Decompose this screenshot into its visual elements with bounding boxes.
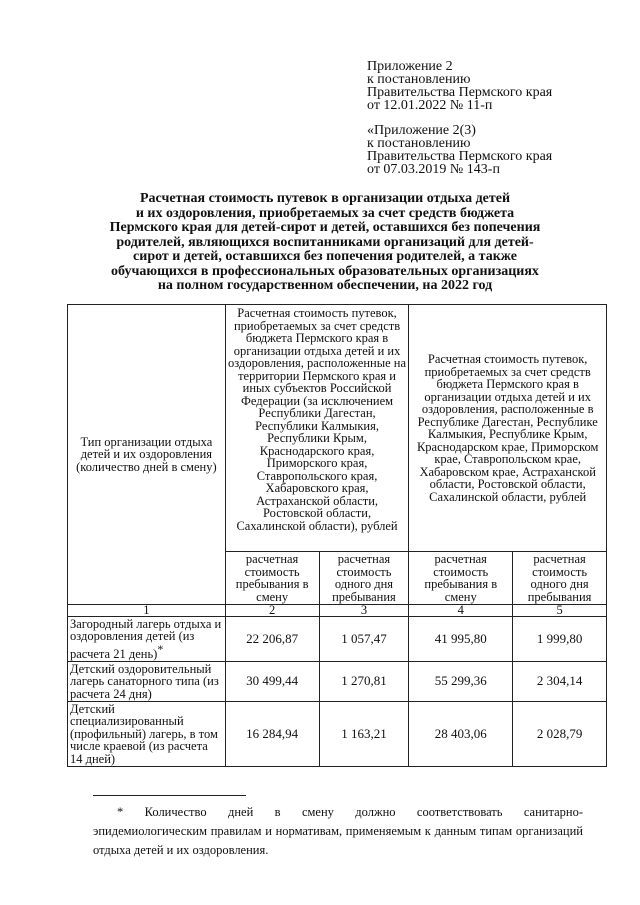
title-line: Пермского края для детей-сирот и детей, оставшихся без попечения: [109, 220, 541, 235]
footnote-divider: [93, 795, 246, 796]
value-per-day: 1 163,21: [319, 702, 409, 767]
footnote-first-line: * Количество дней в смену должно соответствовать санитарно-: [117, 805, 583, 819]
column-number: 4: [409, 605, 513, 617]
table-header-row: [68, 305, 607, 552]
column-number-row: [68, 605, 607, 617]
column-number: 3: [319, 605, 409, 617]
value-per-shift: 22 206,87: [225, 617, 319, 662]
value-per-day: 1 999,80: [513, 617, 607, 662]
value-per-shift: 30 499,44: [225, 662, 319, 702]
appendix-line: Приложение 2: [367, 59, 453, 74]
footnote: [93, 803, 583, 860]
appendix-line: от 07.03.2019 № 143-п: [367, 162, 500, 177]
value-per-shift: 28 403,06: [409, 702, 513, 767]
footnote-rest: эпидемиологическим правилам и нормативам, применяемым к данным типам организаций отдыха детей и их оздоровления.: [93, 824, 583, 857]
appendix-reference: [367, 60, 552, 112]
value-per-day: 1 057,47: [319, 617, 409, 662]
title-line: сирот и детей, оставшихся без попечения родителей, а также: [133, 249, 517, 264]
appendix-line: к постановлению: [367, 72, 471, 87]
header-organization-type: Тип организации отдыха детей и их оздоровления (количество дней в смену): [68, 305, 226, 605]
column-number: 5: [513, 605, 607, 617]
header-group-perm-region: Расчетная стоимость путевок, приобретаемых за счет средств бюджета Пермского края в организации отдыха детей и их оздоровления, расположенные на территории Пермского края и иных субъектов Российской Федерации (за исключением Республики Дагестан, Республики Калмыкия, Республики Крым, Краснодарского края, Приморского края, Ставропольского края, Хабаровского края, Астраханской области, Ростовской области, Сахалинской области), рублей: [225, 305, 409, 552]
subheader-per-day: расчетная стоимость одного дня пребывания: [319, 552, 409, 605]
value-per-shift: 16 284,94: [225, 702, 319, 767]
column-number: 1: [68, 605, 226, 617]
column-number: 2: [225, 605, 319, 617]
appendix-line: от 12.01.2022 № 11-п: [367, 98, 493, 113]
table-row: [68, 617, 607, 662]
title-line: Расчетная стоимость путевок в организации отдыха детей: [139, 191, 511, 206]
table-row: [68, 702, 607, 767]
organization-type-cell: Детский оздоровительный лагерь санаторного типа (из расчета 24 дня): [68, 662, 226, 702]
title-line: обучающихся в профессиональных образовательных организациях: [111, 263, 539, 279]
appendix-original-reference: [367, 124, 552, 176]
appendix-line: к постановлению: [367, 136, 471, 151]
value-per-day: 2 304,14: [513, 662, 607, 702]
title-line: на полном государственном обеспечении, на 2022 год: [157, 278, 493, 293]
organization-type-cell: Детский специализированный (профильный) лагерь, в том числе краевой (из расчета 14 дней): [68, 702, 226, 767]
document-title: [70, 192, 580, 294]
table-row: [68, 662, 607, 702]
header-group-other-regions: Расчетная стоимость путевок, приобретаемых за счет средств бюджета Пермского края в организации отдыха детей и их оздоровления, расположенные в Республике Дагестан, Республике Калмыкия, Республике Крым, Краснодарском крае, Приморском крае, Ставропольском крае, Хабаровском крае, Астраханской области, Ростовской области, Сахалинской области, рублей: [409, 305, 607, 552]
subheader-per-shift: расчетная стоимость пребывания в смену: [225, 552, 319, 605]
organization-type-cell: Загородный лагерь отдыха и оздоровления детей (из расчета 21 день)*: [68, 617, 226, 662]
appendix-line: Правительства Пермского края: [367, 149, 553, 164]
value-per-shift: 41 995,80: [409, 617, 513, 662]
subheader-per-shift: расчетная стоимость пребывания в смену: [409, 552, 513, 605]
appendix-line: Правительства Пермского края: [367, 85, 553, 100]
title-line: родителей, являющихся воспитанниками организаций для детей-: [116, 234, 534, 250]
cost-table: [67, 304, 607, 767]
appendix-line: «Приложение 2(3): [367, 123, 476, 138]
footnote-marker: *: [157, 641, 164, 656]
title-line: и их оздоровления, приобретаемых за счет средств бюджета: [135, 205, 515, 221]
value-per-day: 1 270,81: [319, 662, 409, 702]
footnote-marker: *: [117, 805, 124, 819]
subheader-per-day: расчетная стоимость одного дня пребывания: [513, 552, 607, 605]
value-per-day: 2 028,79: [513, 702, 607, 767]
value-per-shift: 55 299,36: [409, 662, 513, 702]
